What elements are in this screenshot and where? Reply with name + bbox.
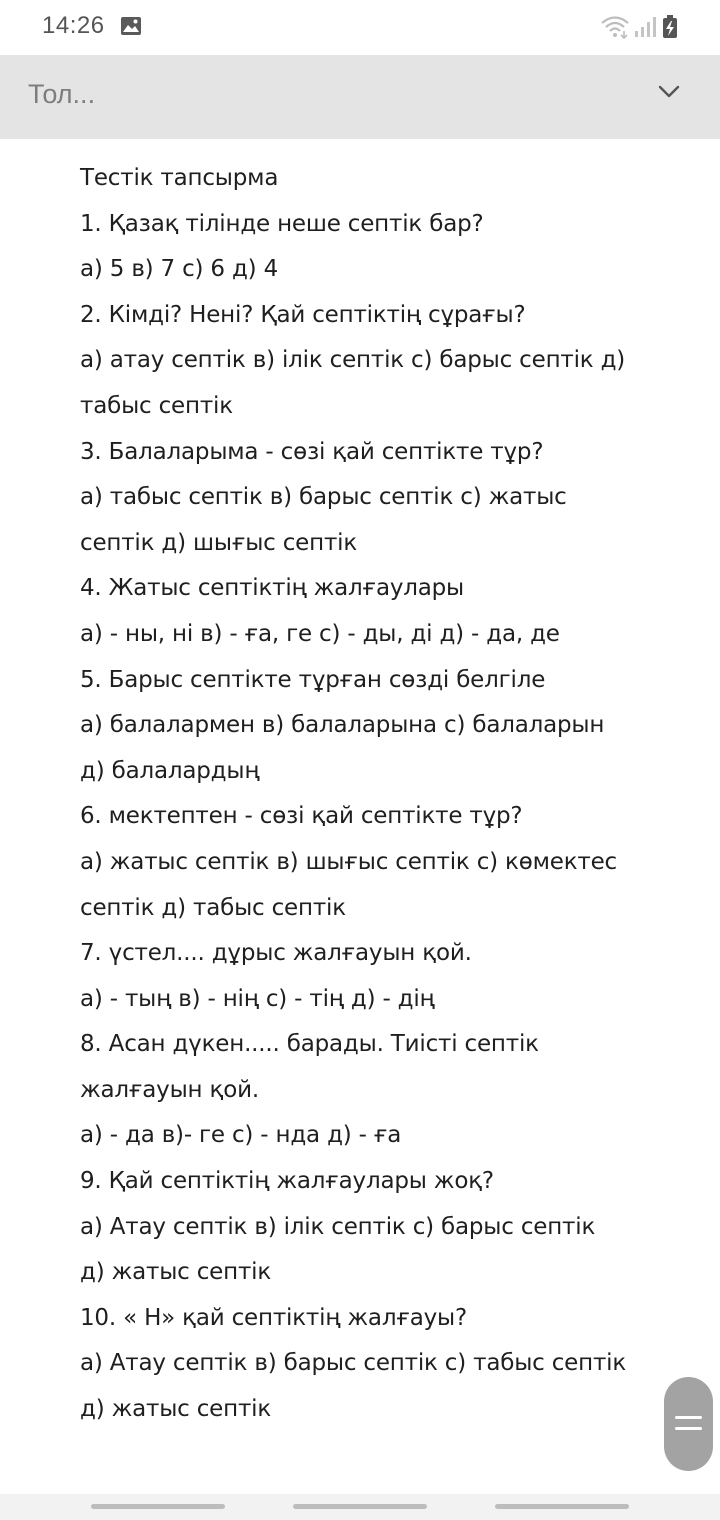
- doc-line: 4. Жатыс септіктің жалғаулары: [80, 575, 464, 602]
- doc-line: 6. мектептен - сөзі қай септікте тұр?: [80, 803, 523, 830]
- image-icon: [120, 16, 142, 41]
- battery-charging-icon: [662, 15, 678, 44]
- doc-line: 10. « Н» қай септіктің жалғауы?: [80, 1304, 467, 1331]
- nav-home-button[interactable]: [293, 1504, 427, 1509]
- doc-line: жалғауын қой.: [80, 1076, 259, 1103]
- document-content: [80, 156, 660, 1433]
- doc-line: септік д) шығыс септік: [80, 529, 358, 556]
- signal-icon: [634, 16, 658, 43]
- doc-line: д) жатыс септік: [80, 1259, 272, 1286]
- doc-line: 1. Қазақ тілінде неше септік бар?: [80, 210, 484, 237]
- document-title: Тол...: [28, 79, 96, 109]
- doc-line: 3. Балаларыма - сөзі қай септікте тұр?: [80, 438, 544, 465]
- scroll-handle-icon: [675, 1427, 702, 1430]
- doc-line: 7. үстел.... дұрыс жалғауын қой.: [80, 940, 472, 967]
- scroll-handle[interactable]: [664, 1377, 713, 1471]
- doc-line: д) балалардың: [80, 757, 260, 784]
- doc-line: а) жатыс септік в) шығыс септік с) көмектес: [80, 848, 617, 875]
- doc-line: а) атау септік в) ілік септік с) барыс септік д): [80, 347, 626, 374]
- doc-line: 9. Қай септіктің жалғаулары жоқ?: [80, 1168, 494, 1195]
- doc-line: а) - ны, ні в) - ға, ге с) - ды, ді д) - да, де: [80, 620, 560, 647]
- doc-line: а) - тың в) - нің с) - тің д) - дің: [80, 985, 435, 1012]
- doc-line: а) Атау септік в) барыс септік с) табыс септік: [80, 1350, 627, 1377]
- doc-line: 8. Асан дүкен..... барады. Тиісті септік: [80, 1031, 539, 1058]
- doc-line: а) 5 в) 7 с) 6 д) 4: [80, 256, 279, 283]
- document-header[interactable]: [0, 55, 720, 139]
- doc-line: Тестік тапсырма: [80, 165, 279, 191]
- status-bar: [0, 0, 720, 55]
- doc-line: а) Атау септік в) ілік септік с) барыс септік: [80, 1213, 596, 1240]
- doc-line: 2. Кімді? Нені? Қай септіктің сұрағы?: [80, 301, 526, 328]
- nav-recents-button[interactable]: [91, 1504, 225, 1509]
- doc-line: септік д) табыс септік: [80, 894, 346, 921]
- status-time: 14:26: [42, 12, 105, 39]
- doc-line: табыс септік: [80, 392, 233, 419]
- doc-line: 5. Барыс септікте тұрған сөзді белгіле: [80, 666, 546, 693]
- scroll-handle-icon: [675, 1416, 702, 1419]
- doc-line: а) табыс септік в) барыс септік с) жатыс: [80, 484, 567, 511]
- doc-line: а) балалармен в) балаларына с) балаларын: [80, 712, 605, 739]
- nav-back-button[interactable]: [495, 1504, 629, 1509]
- wifi-icon: [600, 14, 630, 45]
- doc-line: д) жатыс септік: [80, 1396, 272, 1423]
- doc-line: а) - да в)- ге с) - нда д) - ға: [80, 1122, 402, 1149]
- navigation-bar: [0, 1494, 720, 1520]
- chevron-down-icon[interactable]: [658, 85, 680, 104]
